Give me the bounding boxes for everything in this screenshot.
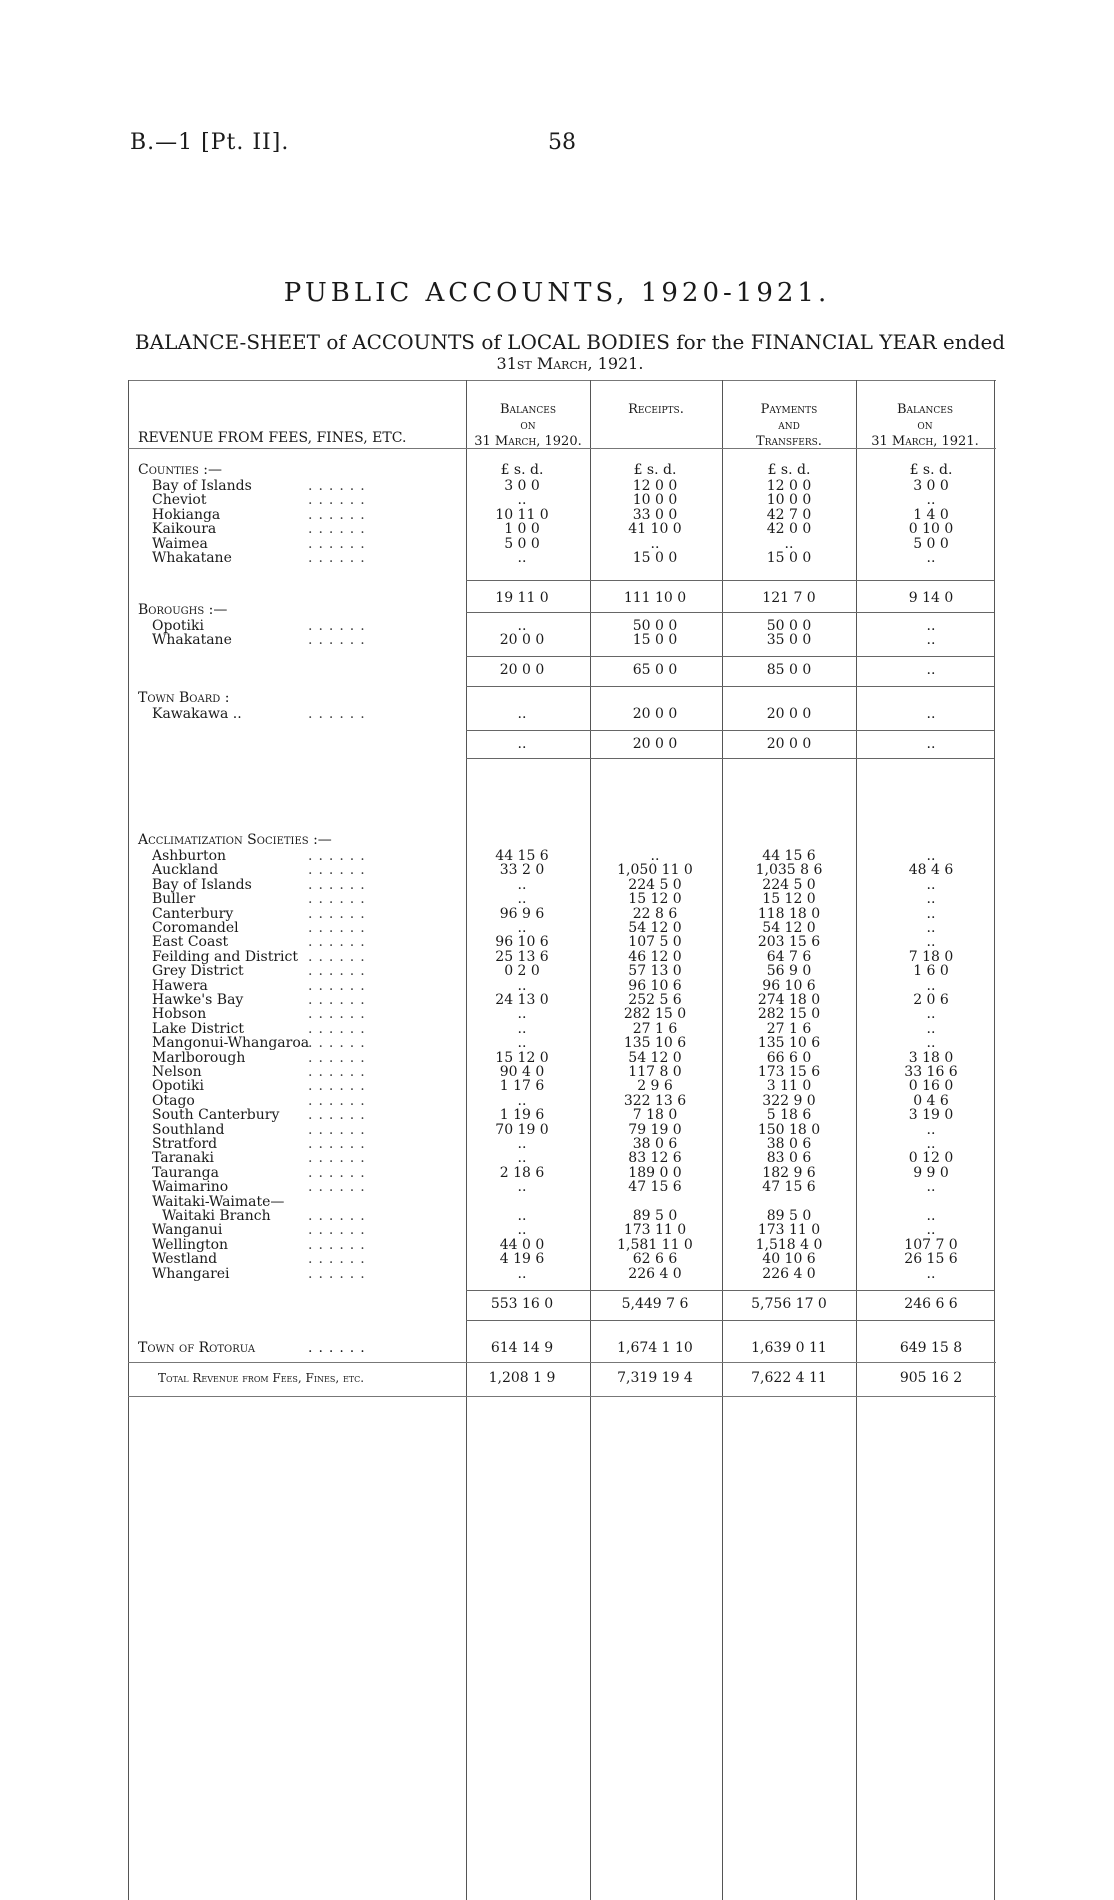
row-label: Westland: [152, 1251, 218, 1268]
amount-cell: 3 0 0: [504, 478, 540, 494]
amount-cell: 226 4 0: [762, 1265, 816, 1282]
column-header-balances-1920: Balances on 31 March, 1920.: [474, 402, 582, 449]
amount-cell: 42 0 0: [766, 521, 812, 538]
amount-cell: ..: [517, 706, 527, 722]
table-row: Feilding and District ...... 25 13 6 46 12 0 64 7 6 7 18 0: [128, 949, 996, 965]
amount-cell: 224 5 0: [628, 876, 682, 893]
amount-cell: 0 10 0: [908, 521, 954, 538]
amount-cell: 1,581 11 0: [617, 1236, 693, 1253]
amount-cell: 38 0 6: [632, 1136, 678, 1152]
amount-cell: 135 10 6: [757, 1035, 821, 1052]
amount-cell: 54 12 0: [762, 920, 816, 936]
amount-cell: 7 18 0: [632, 1107, 678, 1124]
amount-cell: ..: [926, 876, 936, 893]
amount-cell: ..: [517, 1006, 527, 1023]
amount-cell: 44 15 6: [495, 848, 549, 864]
row-label: Whangarei: [152, 1265, 230, 1282]
row-label: Buller: [152, 891, 196, 908]
amount-cell: 5 0 0: [504, 535, 540, 552]
subtotal-rule: [466, 1320, 994, 1321]
table-row: Lake District ...... .. 27 1 6 27 1 6 ..: [128, 1021, 996, 1037]
subtotal-rule: [466, 580, 994, 581]
table-row: Westland ...... 4 19 6 62 6 6 40 10 6 26 15 6: [128, 1251, 996, 1267]
amount-cell: 22 8 6: [632, 905, 678, 922]
table-row: Tauranga ...... 2 18 6 189 0 0 182 9 6 9 9 0: [128, 1165, 996, 1181]
row-label: Bay of Islands: [152, 478, 252, 494]
amount-cell: 54 12 0: [628, 1049, 682, 1066]
table-row: Bay of Islands ...... .. 224 5 0 224 5 0 ..: [128, 877, 996, 893]
amount-cell: 2 0 6: [913, 992, 949, 1008]
units-row: £ s. d. £ s. d. £ s. d. £ s. d.: [500, 462, 953, 478]
amount-cell: 15 0 0: [632, 632, 678, 649]
amount-cell: 83 12 6: [628, 1150, 682, 1167]
amount-cell: 96 9 6: [499, 905, 545, 922]
amount-cell: 96 10 6: [495, 934, 549, 951]
amount-cell: 117 8 0: [628, 1064, 682, 1080]
boroughs-heading: Boroughs :—: [138, 602, 228, 618]
amount-cell: 226 4 0: [628, 1265, 682, 1282]
amount-cell: 35 0 0: [766, 632, 812, 649]
amount-cell: 3 11 0: [766, 1078, 812, 1095]
amount-cell: 173 11 0: [757, 1222, 821, 1239]
amount-cell: 96 10 6: [762, 977, 816, 994]
row-label: Hokianga: [152, 506, 221, 523]
amount-cell: 9 9 0: [913, 1164, 949, 1181]
amount-cell: 282 15 0: [623, 1006, 687, 1023]
amount-cell: 1,518 4 0: [755, 1236, 823, 1253]
amount-cell: 5 18 6: [766, 1107, 812, 1124]
row-label: Coromandel: [152, 920, 239, 936]
boroughs-total-row: 20 0 0 65 0 0 85 0 0 ..: [499, 662, 936, 678]
amount-cell: 20 0 0: [499, 632, 545, 649]
amount-cell: 57 13 0: [628, 963, 682, 980]
subtitle-line-2: 31st March, 1921.: [496, 354, 644, 373]
row-label: Feilding and District: [152, 948, 298, 965]
amount-cell: 1 17 6: [499, 1078, 545, 1095]
amount-cell: ..: [926, 848, 936, 864]
row-label: Hobson: [152, 1006, 207, 1023]
row-label: Otago: [152, 1092, 195, 1109]
amount-cell: 173 15 6: [757, 1064, 821, 1080]
page-number: 58: [548, 130, 576, 155]
amount-cell: 27 1 6: [766, 1020, 812, 1037]
amount-cell: ..: [926, 492, 936, 509]
amount-cell: 2 18 6: [499, 1164, 545, 1181]
table-row: Otago ...... .. 322 13 6 322 9 0 0 4 6: [128, 1093, 996, 1109]
subtotal-rule: [466, 686, 994, 687]
amount-cell: 47 15 6: [628, 1179, 682, 1196]
amount-cell: 7 18 0: [908, 948, 954, 965]
amount-cell: 252 5 6: [628, 992, 682, 1008]
amount-cell: ..: [926, 1020, 936, 1037]
amount-cell: 1 0 0: [504, 521, 540, 538]
amount-cell: 10 0 0: [632, 492, 678, 509]
table-row: Stratford ...... .. 38 0 6 38 0 6 ..: [128, 1136, 996, 1152]
amount-cell: ..: [926, 1179, 936, 1196]
amount-cell: 0 2 0: [504, 963, 540, 980]
subtotal-rule: [466, 612, 994, 613]
acclimatization-heading: Acclimatization Societies :—: [138, 832, 332, 848]
amount-cell: 38 0 6: [766, 1136, 812, 1152]
row-label: Bay of Islands: [152, 876, 252, 893]
amount-cell: 282 15 0: [757, 1006, 821, 1023]
amount-cell: 96 10 6: [628, 977, 682, 994]
table-row: Waimarino ...... .. 47 15 6 47 15 6 ..: [128, 1179, 996, 1195]
amount-cell: 89 5 0: [632, 1208, 678, 1224]
amount-cell: ..: [517, 920, 527, 936]
row-label: Tauranga: [152, 1164, 219, 1181]
amount-cell: 107 7 0: [904, 1236, 958, 1253]
amount-cell: 1,035 8 6: [755, 862, 823, 879]
row-label: Nelson: [152, 1064, 202, 1080]
amount-cell: ..: [926, 618, 936, 634]
amount-cell: 1 19 6: [499, 1107, 545, 1124]
amount-cell: 118 18 0: [757, 905, 821, 922]
amount-cell: 107 5 0: [628, 934, 682, 951]
row-label: Cheviot: [152, 492, 207, 509]
revenue-heading: REVENUE FROM FEES, FINES, ETC.: [138, 430, 407, 446]
amount-cell: 54 12 0: [628, 920, 682, 936]
page-title: PUBLIC ACCOUNTS, 1920-1921.: [283, 278, 831, 308]
amount-cell: 83 0 6: [766, 1150, 812, 1167]
row-label: Kaikoura: [152, 521, 217, 538]
amount-cell: ..: [517, 1020, 527, 1037]
document-reference: B.—1 [Pt. II].: [130, 130, 290, 155]
row-label: Whakatane: [152, 550, 232, 566]
amount-cell: 90 4 0: [499, 1064, 545, 1080]
amount-cell: 66 6 0: [766, 1049, 812, 1066]
amount-cell: 50 0 0: [632, 618, 678, 634]
amount-cell: 33 0 0: [632, 506, 678, 523]
amount-cell: ..: [926, 891, 936, 908]
amount-cell: ..: [926, 706, 936, 722]
subtotal-rule: [466, 1290, 994, 1291]
table-bottom-rule: [128, 1396, 996, 1397]
row-label: Opotiki: [152, 618, 204, 634]
table-row: Canterbury ...... 96 9 6 22 8 6 118 18 0 ..: [128, 906, 996, 922]
column-header-payments: Payments and Transfers.: [756, 402, 822, 449]
amount-cell: 15 0 0: [632, 550, 678, 566]
amount-cell: ..: [926, 1136, 936, 1152]
amount-cell: 26 15 6: [904, 1251, 958, 1268]
amount-cell: ..: [517, 1222, 527, 1239]
balance-sheet-table: [128, 380, 996, 1900]
amount-cell: ..: [926, 920, 936, 936]
table-row: Waimea ...... 5 0 0 .. .. 5 0 0: [128, 536, 996, 552]
amount-cell: 15 12 0: [628, 891, 682, 908]
amount-cell: 3 18 0: [908, 1049, 954, 1066]
table-row: Nelson ...... 90 4 0 117 8 0 173 15 6 33 16 6: [128, 1064, 996, 1080]
amount-cell: 15 0 0: [766, 550, 812, 566]
amount-cell: 56 9 0: [766, 963, 812, 980]
amount-cell: 182 9 6: [762, 1164, 816, 1181]
amount-cell: 64 7 6: [766, 948, 812, 965]
amount-cell: 15 12 0: [762, 891, 816, 908]
table-row: Kawakawa .. ...... .. 20 0 0 20 0 0 ..: [128, 706, 996, 722]
amount-cell: 2 9 6: [637, 1078, 673, 1095]
table-top-rule: [128, 380, 996, 381]
amount-cell: 10 0 0: [766, 492, 812, 509]
amount-cell: 48 4 6: [908, 862, 954, 879]
amount-cell: 1 6 0: [913, 963, 949, 980]
total-rule: [128, 1362, 996, 1363]
subtotal-rule: [466, 656, 994, 657]
table-row: Taranaki ...... .. 83 12 6 83 0 6 0 12 0: [128, 1150, 996, 1166]
row-label: Waitaki-Waimate—: [152, 1193, 285, 1210]
row-label: Marlborough: [152, 1049, 246, 1066]
amount-cell: 79 19 0: [628, 1121, 682, 1138]
amount-cell: ..: [517, 1150, 527, 1167]
amount-cell: 20 0 0: [766, 706, 812, 722]
town-board-heading: Town Board :: [138, 690, 230, 706]
table-row: Opotiki ...... .. 50 0 0 50 0 0 ..: [128, 618, 996, 634]
amount-cell: 12 0 0: [632, 478, 678, 494]
table-row: Waitaki Branch ...... .. 89 5 0 89 5 0 ..: [128, 1208, 996, 1224]
amount-cell: ..: [517, 1092, 527, 1109]
table-row: Hokianga ...... 10 11 0 33 0 0 42 7 0 1 4 0: [128, 507, 996, 523]
amount-cell: ..: [517, 1136, 527, 1152]
amount-cell: 12 0 0: [766, 478, 812, 494]
column-header-balances-1921: Balances on 31 March, 1921.: [871, 402, 979, 449]
row-label: Hawera: [152, 977, 208, 994]
row-label: Whakatane: [152, 632, 232, 649]
amount-cell: 10 11 0: [495, 506, 549, 523]
row-label: Wellington: [152, 1236, 229, 1253]
row-label: Opotiki: [152, 1078, 204, 1095]
amount-cell: 224 5 0: [762, 876, 816, 893]
amount-cell: ..: [517, 1179, 527, 1196]
table-row: Whakatane ...... 20 0 0 15 0 0 35 0 0 ..: [128, 632, 996, 648]
row-label: Hawke's Bay: [152, 992, 244, 1008]
grand-total-row: Total Revenue from Fees, Fines, etc. 1,208 1 9 7,319 19 4 7,622 4 11 905 16 2: [158, 1370, 963, 1386]
amount-cell: ..: [650, 848, 660, 864]
counties-heading: Counties :—: [138, 462, 223, 478]
amount-cell: 44 0 0: [499, 1236, 545, 1253]
table-row: Buller ...... .. 15 12 0 15 12 0 ..: [128, 891, 996, 907]
row-label: Stratford: [152, 1136, 218, 1152]
table-row: Whakatane ...... .. 15 0 0 15 0 0 ..: [128, 550, 996, 566]
amount-cell: 47 15 6: [762, 1179, 816, 1196]
table-row: Bay of Islands ...... 3 0 0 12 0 0 12 0 0 3 0 0: [128, 478, 996, 494]
amount-cell: 62 6 6: [632, 1251, 678, 1268]
amount-cell: ..: [926, 1208, 936, 1224]
subtotal-rule: [466, 730, 994, 731]
row-label: Wanganui: [152, 1222, 223, 1239]
amount-cell: 322 13 6: [623, 1092, 687, 1109]
amount-cell: ..: [517, 618, 527, 634]
row-label: Southland: [152, 1121, 225, 1138]
subtitle-line-1: BALANCE-SHEET of ACCOUNTS of LOCAL BODIES for the FINANCIAL YEAR ended: [134, 330, 1006, 354]
amount-cell: ..: [650, 535, 660, 552]
amount-cell: ..: [926, 1265, 936, 1282]
amount-cell: 20 0 0: [632, 706, 678, 722]
amount-cell: 135 10 6: [623, 1035, 687, 1052]
amount-cell: ..: [926, 934, 936, 951]
row-label: Kawakawa ..: [152, 706, 242, 722]
table-row: Hawke's Bay ...... 24 13 0 252 5 6 274 18 0 2 0 6: [128, 992, 996, 1008]
amount-cell: ..: [926, 550, 936, 566]
amount-cell: 33 16 6: [904, 1064, 958, 1080]
amount-cell: ..: [517, 891, 527, 908]
row-label: Canterbury: [152, 905, 234, 922]
table-row: Kaikoura ...... 1 0 0 41 10 0 42 0 0 0 10 0: [128, 521, 996, 537]
row-label: Waimea: [152, 535, 208, 552]
amount-cell: ..: [784, 535, 794, 552]
table-row: Southland ...... 70 19 0 79 19 0 150 18 0 ..: [128, 1122, 996, 1138]
amount-cell: 1 4 0: [913, 506, 949, 523]
subtotal-rule: [466, 758, 994, 759]
table-row: Auckland ...... 33 2 0 1,050 11 0 1,035 8 6 48 4 6: [128, 862, 996, 878]
amount-cell: 1,050 11 0: [617, 862, 693, 879]
row-label: Taranaki: [152, 1150, 214, 1167]
amount-cell: 44 15 6: [762, 848, 816, 864]
amount-cell: 0 4 6: [913, 1092, 949, 1109]
amount-cell: 41 10 0: [628, 521, 682, 538]
amount-cell: ..: [926, 1222, 936, 1239]
amount-cell: 46 12 0: [628, 948, 682, 965]
amount-cell: 203 15 6: [757, 934, 821, 951]
table-row: Hawera ...... .. 96 10 6 96 10 6 ..: [128, 978, 996, 994]
amount-cell: 189 0 0: [628, 1164, 682, 1181]
table-row: East Coast ...... 96 10 6 107 5 0 203 15 6 ..: [128, 934, 996, 950]
table-row: Ashburton ...... 44 15 6 .. 44 15 6 ..: [128, 848, 996, 864]
amount-cell: ..: [926, 632, 936, 649]
amount-cell: 15 12 0: [495, 1049, 549, 1066]
amount-cell: ..: [517, 550, 527, 566]
amount-cell: 150 18 0: [757, 1121, 821, 1138]
row-label: East Coast: [152, 934, 229, 951]
table-row: Marlborough ...... 15 12 0 54 12 0 66 6 0 3 18 0: [128, 1050, 996, 1066]
table-row: Mangonui-Whangaroa ...... .. 135 10 6 135 10 6 ..: [128, 1035, 996, 1051]
amount-cell: 33 2 0: [499, 862, 545, 879]
amount-cell: 27 1 6: [632, 1020, 678, 1037]
amount-cell: 3 19 0: [908, 1107, 954, 1124]
amount-cell: ..: [517, 492, 527, 509]
amount-cell: 24 13 0: [495, 992, 549, 1008]
row-label: Grey District: [152, 963, 244, 980]
amount-cell: ..: [517, 977, 527, 994]
amount-cell: 40 10 6: [762, 1251, 816, 1268]
table-row: Opotiki ...... 1 17 6 2 9 6 3 11 0 0 16 0: [128, 1078, 996, 1094]
row-label: Ashburton: [152, 848, 227, 864]
column-header-receipts: Receipts.: [628, 402, 684, 417]
amount-cell: ..: [517, 876, 527, 893]
table-row: Grey District ...... 0 2 0 57 13 0 56 9 0 1 6 0: [128, 963, 996, 979]
amount-cell: 0 16 0: [908, 1078, 954, 1095]
amount-cell: 89 5 0: [766, 1208, 812, 1224]
amount-cell: ..: [517, 1208, 527, 1224]
amount-cell: 25 13 6: [495, 948, 549, 965]
amount-cell: 0 12 0: [908, 1150, 954, 1167]
amount-cell: ..: [926, 1035, 936, 1052]
table-row: Cheviot ...... .. 10 0 0 10 0 0 ..: [128, 492, 996, 508]
table-row: Coromandel ...... .. 54 12 0 54 12 0 ..: [128, 920, 996, 936]
row-label: Mangonui-Whangaroa: [152, 1035, 310, 1052]
rotorua-row: Town of Rotorua ...... 614 14 9 1,674 1 10 1,639 0 11 649 15 8: [138, 1340, 963, 1356]
row-label: Auckland: [152, 862, 219, 879]
amount-cell: ..: [517, 1035, 527, 1052]
row-label: South Canterbury: [152, 1107, 280, 1124]
table-row: Whangarei ...... .. 226 4 0 226 4 0 ..: [128, 1266, 996, 1282]
amount-cell: ..: [926, 905, 936, 922]
amount-cell: 70 19 0: [495, 1121, 549, 1138]
amount-cell: 274 18 0: [757, 992, 821, 1008]
row-label: Waimarino: [152, 1179, 229, 1196]
amount-cell: ..: [926, 977, 936, 994]
amount-cell: ..: [926, 1121, 936, 1138]
row-label: Lake District: [152, 1020, 245, 1037]
table-row: South Canterbury ...... 1 19 6 7 18 0 5 18 6 3 19 0: [128, 1107, 996, 1123]
town-board-total-row: .. 20 0 0 20 0 0 ..: [517, 736, 936, 752]
amount-cell: 42 7 0: [766, 506, 812, 523]
amount-cell: 173 11 0: [623, 1222, 687, 1239]
amount-cell: ..: [517, 1265, 527, 1282]
acclimatization-total-row: 553 16 0 5,449 7 6 5,756 17 0 246 6 6: [490, 1296, 958, 1312]
row-label: Waitaki Branch: [162, 1208, 271, 1224]
amount-cell: 5 0 0: [913, 535, 949, 552]
table-row: Wellington ...... 44 0 0 1,581 11 0 1,518 4 0 107 7 0: [128, 1237, 996, 1253]
table-row: Wanganui ...... .. 173 11 0 173 11 0 ..: [128, 1222, 996, 1238]
amount-cell: 50 0 0: [766, 618, 812, 634]
amount-cell: 4 19 6: [499, 1251, 545, 1268]
amount-cell: ..: [926, 1006, 936, 1023]
amount-cell: 3 0 0: [913, 478, 949, 494]
counties-total-row: 19 11 0 111 10 0 121 7 0 9 14 0: [495, 590, 954, 606]
amount-cell: 322 9 0: [762, 1092, 816, 1109]
table-row: Hobson ...... .. 282 15 0 282 15 0 ..: [128, 1006, 996, 1022]
